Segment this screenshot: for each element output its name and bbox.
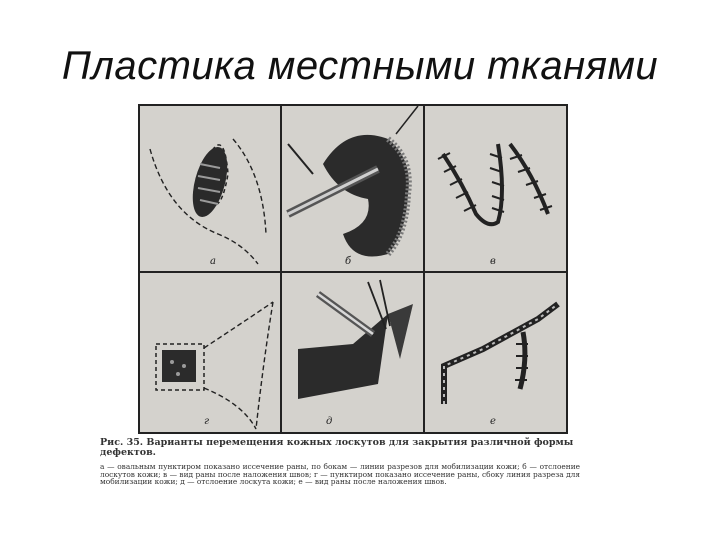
slide-title: Пластика местными тканями — [61, 44, 659, 88]
panel-b-drawing — [288, 106, 418, 257]
panel-g-drawing — [156, 302, 273, 429]
panel-label-b: б — [345, 256, 352, 267]
panel-label-v: в — [490, 256, 496, 267]
panel-label-e: е — [490, 416, 496, 427]
panel-v-drawing — [438, 144, 552, 224]
panel-a-drawing — [150, 139, 266, 264]
panel-label-d: д — [326, 416, 333, 427]
caption-body: а — овальным пунктиром показано иссечение раны, по бокам — линии разрезов для мобилизации кожи; б — отслоение лоскутов кожи; в — вид раны после наложения швов; г — пунктиром показано иссечение раны, сбоку линия разреза для мобилизации кожи; д — отслоение лоскута кожи; е — вид раны после наложения швов. — [100, 461, 580, 487]
panel-label-g: г — [204, 416, 210, 427]
figure-caption — [100, 438, 580, 486]
panel-d-drawing — [298, 280, 413, 399]
caption-title: Рис. 35. Варианты перемещения кожных лоскутов для закрытия различной формы дефектов. — [100, 437, 574, 458]
panel-label-a: а — [210, 256, 216, 267]
surgical-figure — [138, 104, 568, 434]
panel-e-drawing — [444, 304, 558, 404]
figure-drawing — [138, 104, 568, 434]
